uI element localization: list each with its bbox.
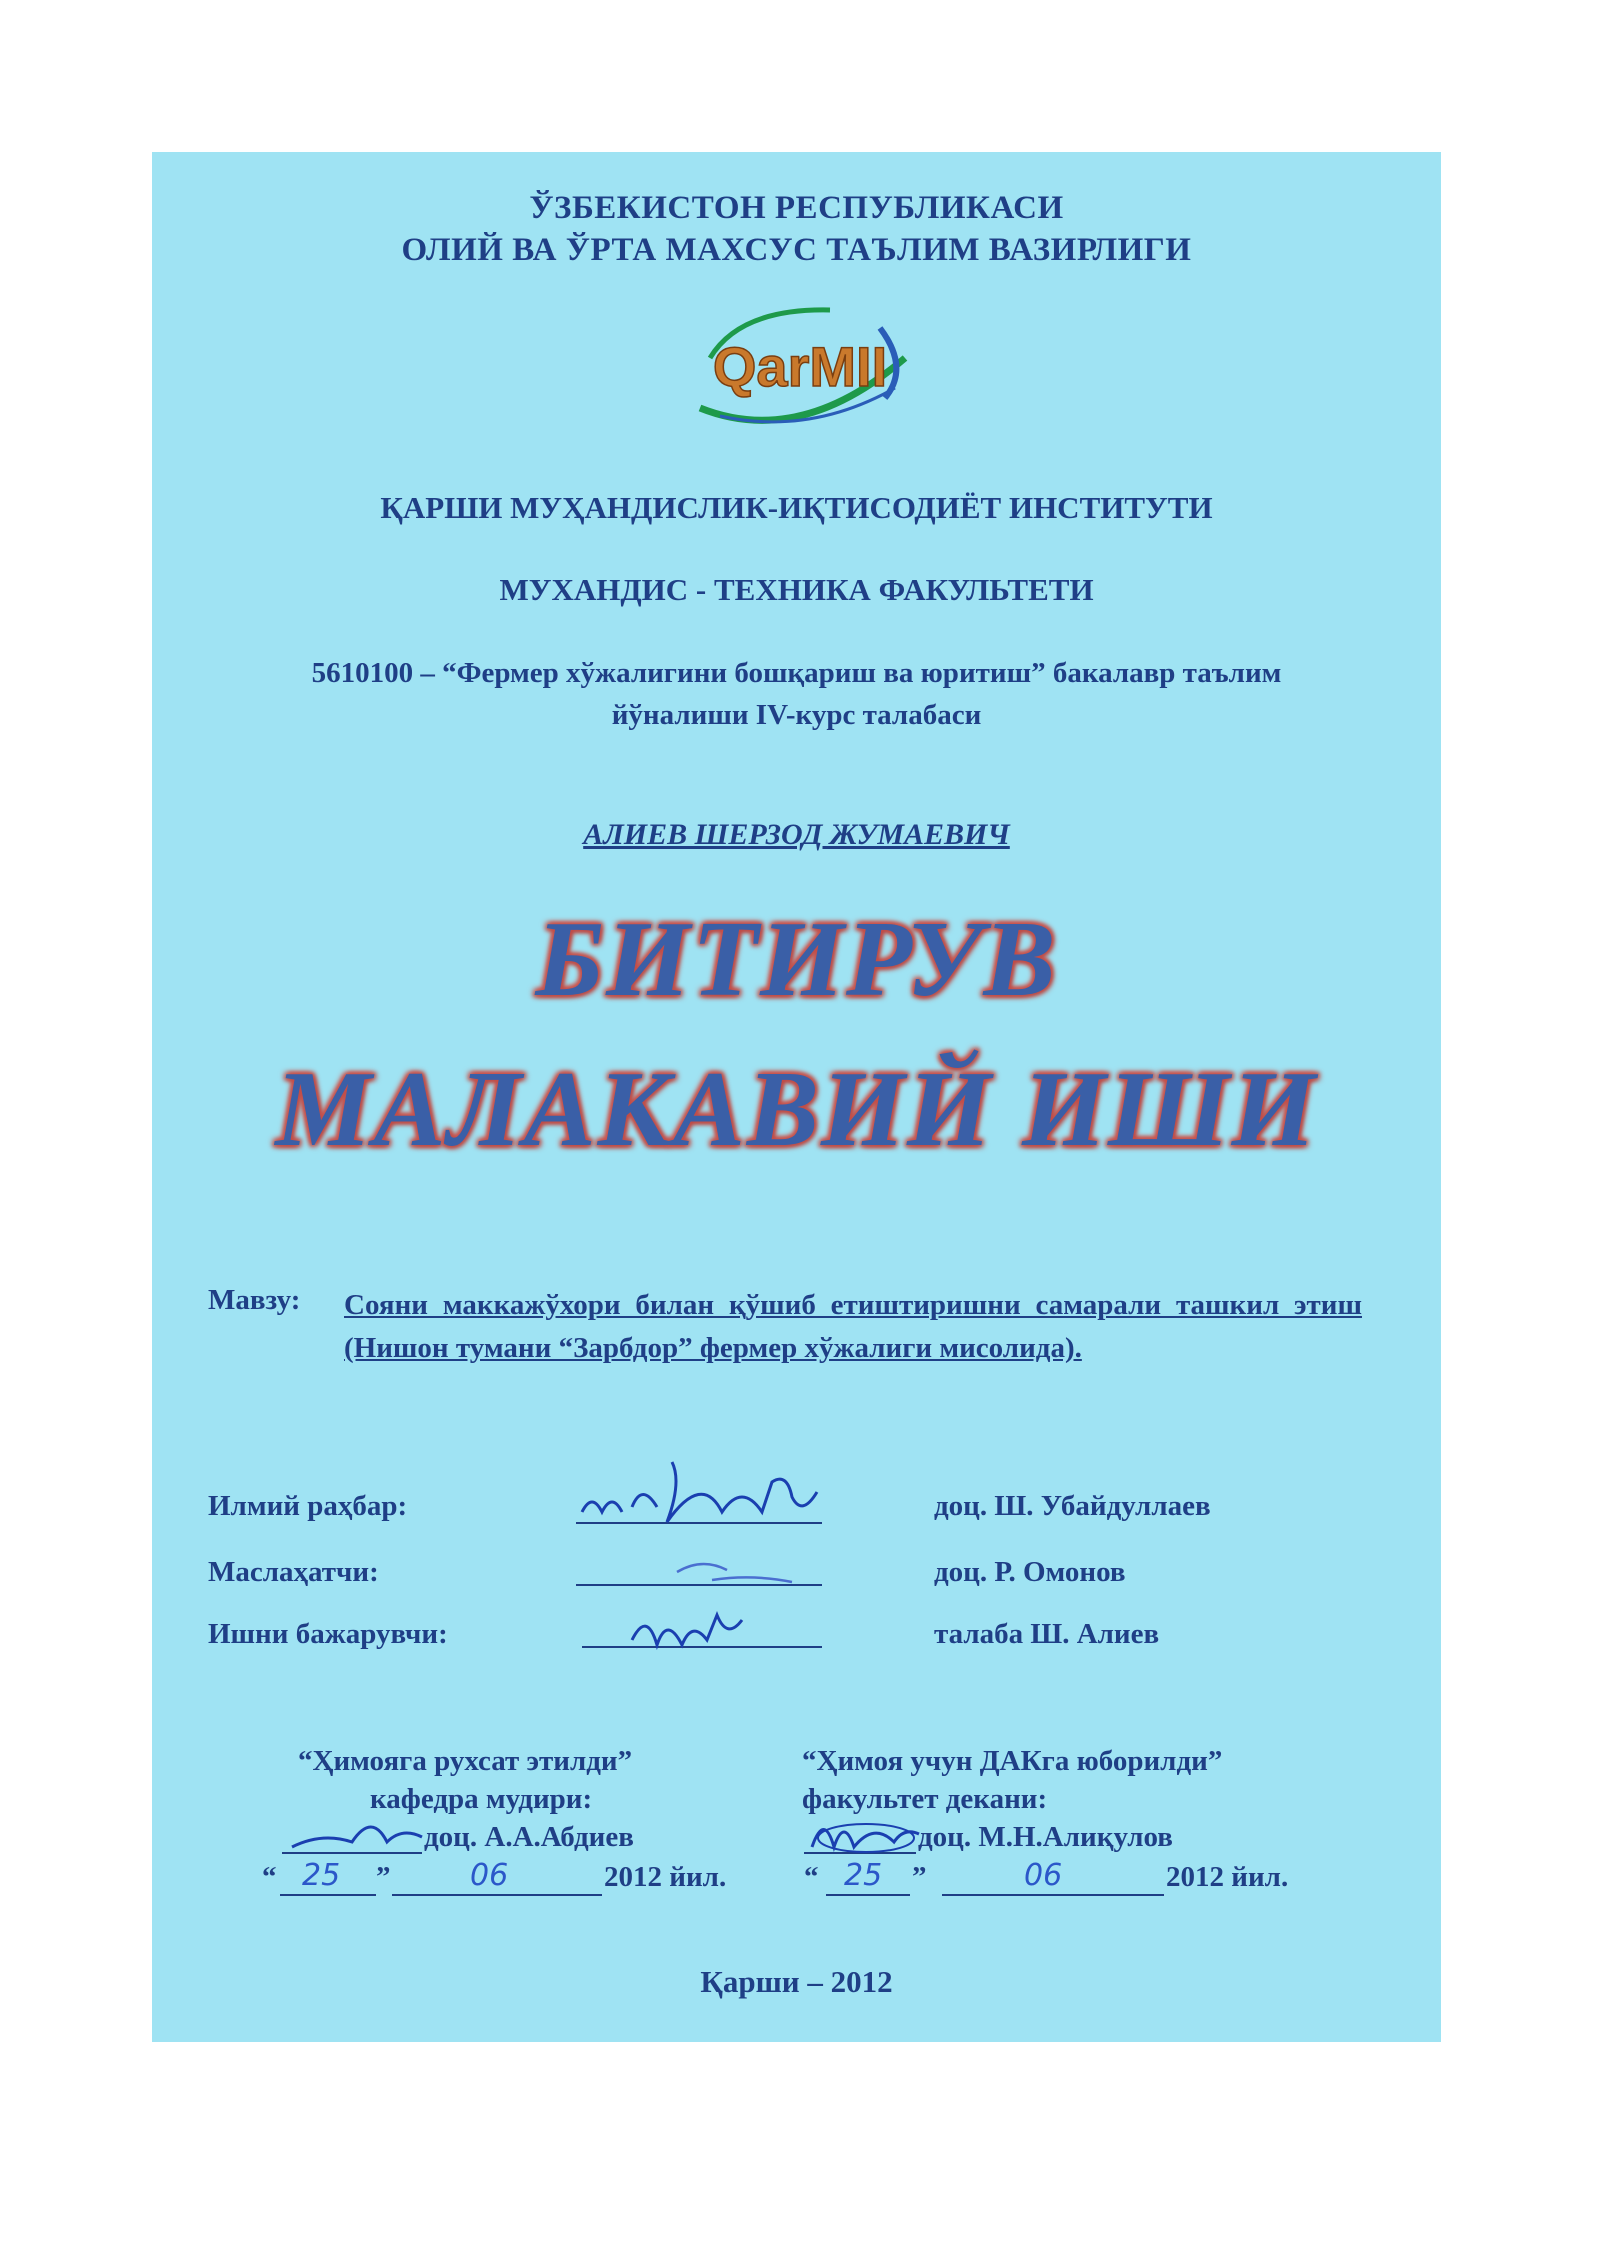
topic-text: Сояни маккажўхори билан қўшиб етиштиришни самарали ташкил этиш (Нишон тумани “Зарбдор” фермер хўжалиги мисолида). bbox=[344, 1289, 1362, 1364]
approval-left-quote-close: ” bbox=[376, 1861, 391, 1893]
approval-left-title: кафедра мудири: bbox=[370, 1783, 593, 1815]
signature-student-icon bbox=[622, 1600, 782, 1665]
footer-city-year: Қарши – 2012 bbox=[700, 1964, 893, 1999]
signature-person-supervisor: доц. Ш. Убайдуллаев bbox=[934, 1490, 1211, 1522]
signature-role-student: Ишни бажарувчи: bbox=[208, 1618, 448, 1650]
signature-supervisor-icon bbox=[572, 1452, 832, 1537]
program-line-1: 5610100 – “Фермер хўжалигини бошқариш ва юритиш” бакалавр таълим bbox=[311, 657, 1282, 689]
institute-logo bbox=[680, 298, 920, 438]
cover-page bbox=[152, 152, 1441, 2042]
approval-right-person: доц. М.Н.Алиқулов bbox=[918, 1821, 1173, 1853]
approval-right-day: 25 bbox=[844, 1858, 883, 1893]
approval-right-title: факультет декани: bbox=[802, 1783, 1048, 1815]
program-line-2: йўналиши IV-курс талабаси bbox=[611, 699, 982, 731]
approval-left-day: 25 bbox=[302, 1858, 341, 1893]
ministry-line-2: ОЛИЙ ВА ЎРТА МАХСУС ТАЪЛИМ ВАЗИРЛИГИ bbox=[401, 232, 1192, 268]
approval-right-quote-open: “ bbox=[804, 1861, 819, 1893]
approval-right-month: 06 bbox=[1024, 1858, 1063, 1893]
approval-right-year: 2012 йил. bbox=[1166, 1861, 1289, 1893]
signature-role-consultant: Маслаҳатчи: bbox=[208, 1556, 379, 1588]
approval-left-heading: “Ҳимояга рухсат этилди” bbox=[298, 1745, 633, 1777]
approval-left-person: доц. А.А.Абдиев bbox=[424, 1821, 634, 1853]
signature-consultant-icon bbox=[672, 1552, 812, 1597]
faculty-name: МУХАНДИС - ТЕХНИКА ФАКУЛЬТЕТИ bbox=[499, 572, 1094, 607]
logo-text: QarMII bbox=[712, 335, 888, 398]
logo-emblem-icon bbox=[680, 298, 920, 438]
topic-label: Мавзу: bbox=[208, 1284, 301, 1316]
approval-left-day-line bbox=[280, 1894, 376, 1896]
student-name: АЛИЕВ ШЕРЗОД ЖУМАЕВИЧ bbox=[583, 818, 1010, 851]
approval-left-quote-open: “ bbox=[262, 1861, 277, 1893]
signature-person-student: талаба Ш. Алиев bbox=[934, 1618, 1160, 1650]
approval-right-heading: “Ҳимоя учун ДАКга юборилди” bbox=[802, 1745, 1223, 1777]
approval-right-day-line bbox=[826, 1894, 910, 1896]
institute-name: ҚАРШИ МУҲАНДИСЛИК-ИҚТИСОДИЁТ ИНСТИТУТИ bbox=[380, 490, 1213, 525]
ministry-line-1: ЎЗБЕКИСТОН РЕСПУБЛИКАСИ bbox=[529, 190, 1064, 226]
signature-role-supervisor: Илмий раҳбар: bbox=[208, 1490, 408, 1522]
approval-left-year: 2012 йил. bbox=[604, 1861, 727, 1893]
approval-right-month-line bbox=[942, 1894, 1164, 1896]
approval-left-month-line bbox=[392, 1894, 602, 1896]
work-title-line-1: БИТИРУВ bbox=[535, 900, 1058, 1019]
approval-left-month: 06 bbox=[470, 1858, 509, 1893]
approval-right-quote-close: ” bbox=[912, 1861, 927, 1893]
work-title-line-2: МАЛАКАВИЙ ИШИ bbox=[275, 1050, 1318, 1169]
signature-person-consultant: доц. Р. Омонов bbox=[934, 1556, 1126, 1588]
